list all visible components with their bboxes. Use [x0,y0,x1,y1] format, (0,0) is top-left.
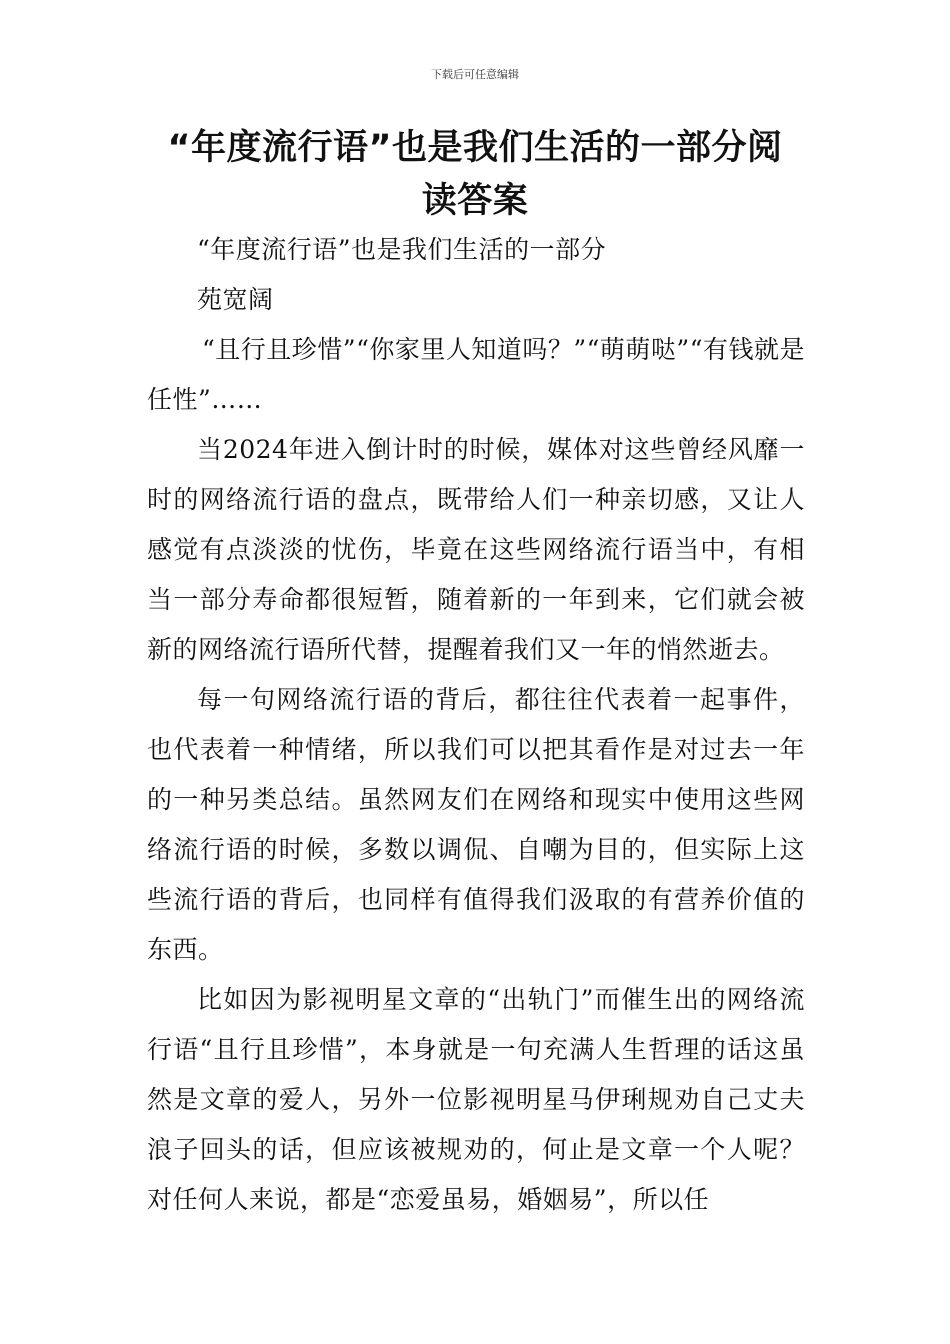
paragraph: 比如因为影视明星文章的“出轨门”而催生出的网络流行语“且行且珍惜”，本身就是一句充满人生哲理的话这虽然是文章的爱人，另外一位影视明星马伊琍规劝自己丈夫浪子回头的话，但应该被规劝的，何止是文章一个人呢？对任何人来说，都是“恋爱虽易，婚姻易”，所以任 [147,985,805,1214]
article-subtitle: “年度流行语”也是我们生活的一部分 [197,235,607,264]
article-body [147,225,805,1225]
document-title: “年度流行语”也是我们生活的一部分阅读答案 [167,128,783,221]
paragraph: 每一句网络流行语的背后，都往往代表着一起事件，也代表着一种情绪，所以我们可以把其看作是对过去一年的一种另类总结。虽然网友们在网络和现实中使用这些网络流行语的时候，多数以调侃、自嘲为目的，但实际上这些流行语的背后，也同样有值得我们汲取的有营养价值的东西。 [147,685,805,964]
article-author: 苑宽阔 [197,285,274,314]
paragraph: 当2024年进入倒计时的时候，媒体对这些曾经风靡一时的网络流行语的盘点，既带给人们一种亲切感，又让人感觉有点淡淡的忧伤，毕竟在这些网络流行语当中，有相当一部分寿命都很短暂，随着新的一年到来，它们就会被新的网络流行语所代替，提醒着我们又一年的悄然逝去。 [147,435,805,664]
header-note: 下载后可任意编辑 [431,68,519,81]
paragraph-quotes: “且行且珍惜”“你家里人知道吗？”“萌萌哒”“有钱就是任性”…… [147,335,805,414]
